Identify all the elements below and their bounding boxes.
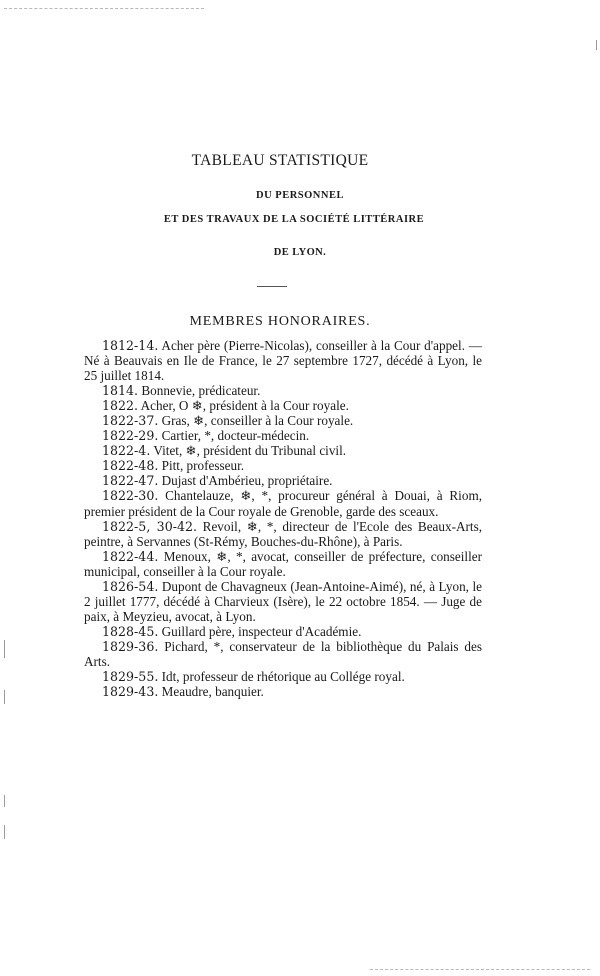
list-item xyxy=(84,443,482,458)
entry-text: Pitt, professeur. xyxy=(158,458,245,474)
entry-years: 1822-47. xyxy=(102,473,159,489)
scan-edge-mark xyxy=(4,795,5,807)
list-item xyxy=(84,519,482,549)
list-item xyxy=(84,684,482,699)
member-list xyxy=(84,338,482,699)
entry-text: Acher père (Pierre-Nicolas), conseiller à la Cour d'appel. — Né à Beauvais en Ile de France, le 27 septembre 1727, décédé à Lyon, le 25 juillet 1814. xyxy=(84,338,482,384)
entry-text: Revoil, ❄, *, directeur de l'Ecole des Beaux-Arts, peintre, à Servannes (St-Rémy, Bouches-du-Rhône), à Paris. xyxy=(84,518,482,549)
entry-years: 1829-55. xyxy=(102,669,159,685)
entry-text: Dupont de Chavagneux (Jean-Antoine-Aimé), né, à Lyon, le 2 juillet 1777, décédé à Charvieux (Isère), le 22 octobre 1854. — Juge de paix, à Meyzieu, avocat, à Lyon. xyxy=(84,578,482,624)
entry-text: Guillard père, inspecteur d'Académie. xyxy=(158,623,362,639)
list-item xyxy=(84,458,482,473)
list-item xyxy=(84,639,482,669)
entry-text: Dujast d'Ambérieu, propriétaire. xyxy=(158,473,333,489)
entry-years: 1822-44. xyxy=(102,548,159,564)
entry-text: Meaudre, banquier. xyxy=(158,684,264,700)
title-line-4: DE LYON. xyxy=(273,247,327,258)
scan-edge-line-bottom xyxy=(370,969,590,970)
divider-rule xyxy=(257,286,287,287)
scan-edge-mark xyxy=(4,640,5,658)
list-item xyxy=(84,413,482,428)
entry-years: 1822-5, 30-42. xyxy=(102,518,197,534)
entry-years: 1822-4. xyxy=(102,443,151,459)
title-line-3: ET DES TRAVAUX DE LA SOCIÉTÉ LITTÉRAIRE xyxy=(163,214,425,225)
entry-text: Pichard, *, conservateur de la bibliothèque du Palais des Arts. xyxy=(84,638,482,669)
list-item xyxy=(84,473,482,488)
entry-years: 1822-48. xyxy=(102,458,159,474)
list-item xyxy=(84,549,482,579)
entry-text: Chantelauze, ❄, *, procureur général à Douai, à Riom, premier président de la Cour royale de Grenoble, garde des sceaux. xyxy=(84,488,482,519)
entry-text: Acher, O ❄, président à la Cour royale. xyxy=(138,398,349,414)
entry-text: Idt, professeur de rhétorique au Collége royal. xyxy=(158,669,405,685)
list-item xyxy=(84,624,482,639)
entry-years: 1822-29. xyxy=(102,428,159,444)
list-item xyxy=(84,383,482,398)
entry-years: 1812-14. xyxy=(102,338,159,353)
entry-text: Vitet, ❄, président du Tribunal civil. xyxy=(150,443,347,459)
scan-edge-mark xyxy=(4,825,5,839)
scan-edge-mark xyxy=(4,690,5,704)
entry-years: 1822-30. xyxy=(102,488,159,504)
entry-text: Bonnevie, prédicateur. xyxy=(138,383,261,399)
list-item xyxy=(84,669,482,684)
entry-years: 1822-37. xyxy=(102,413,159,429)
entry-years: 1826-54. xyxy=(102,578,159,594)
entry-text: Cartier, *, docteur-médecin. xyxy=(158,428,310,444)
list-item xyxy=(84,579,482,624)
scan-edge-line-top xyxy=(4,8,204,9)
entry-years: 1814. xyxy=(102,383,139,399)
list-item xyxy=(84,488,482,518)
list-item xyxy=(84,428,482,443)
title-line-2: DU PERSONNEL xyxy=(256,190,344,201)
entry-years: 1822. xyxy=(102,398,139,414)
entry-years: 1829-36. xyxy=(102,638,159,654)
list-item xyxy=(84,398,482,413)
entry-years: 1828-45. xyxy=(102,623,159,639)
entry-text: Menoux, ❄, *, avocat, conseiller de préfecture, conseiller municipal, conseiller à la Cour royale. xyxy=(84,548,482,579)
page-title: TABLEAU STATISTIQUE xyxy=(191,152,369,169)
section-heading: MEMBRES HONORAIRES. xyxy=(189,314,371,329)
entry-text: Gras, ❄, conseiller à la Cour royale. xyxy=(158,413,354,429)
entry-years: 1829-43. xyxy=(102,684,159,700)
scan-edge-mark xyxy=(596,40,597,50)
list-item xyxy=(84,338,482,383)
